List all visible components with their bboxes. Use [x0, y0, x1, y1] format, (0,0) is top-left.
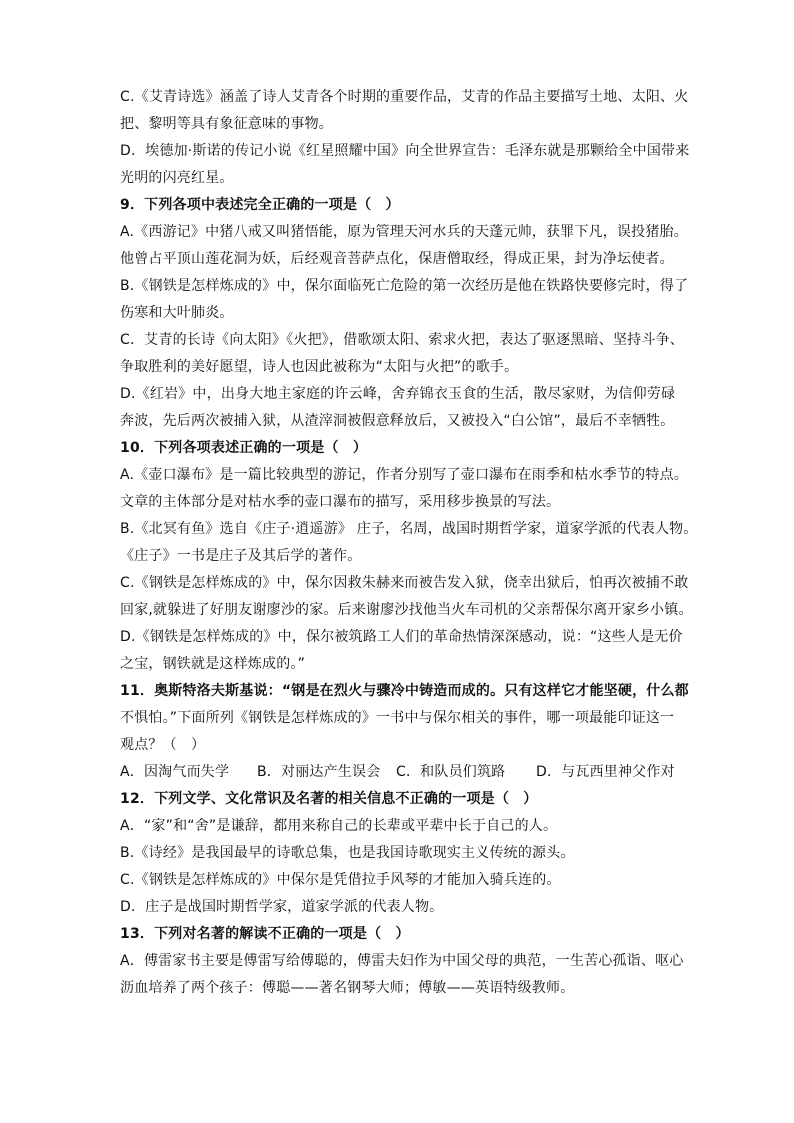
option-a: A．因淘气而失学 [120, 764, 230, 780]
text-line: 《庄子》一书是庄子及其后学的著作。 [120, 548, 362, 564]
text-line: D.《钢铁是怎样炼成的》中，保尔被筑路工人们的革命热情深深感动，说：“这些人是无价 [120, 629, 683, 645]
text-line: 不惧怕。”下面所列《钢铁是怎样炼成的》一书中与保尔相关的事件，哪一项最能印证这一 [120, 710, 675, 726]
text-line: B.《北冥有鱼》选自《庄子·逍遥游》 庄子，名周，战国时期哲学家，道家学派的代表人物。 [120, 521, 698, 537]
text-line: D．庄子是战国时期哲学家，道家学派的代表人物。 [120, 899, 444, 915]
option-b: B．对丽达产生误会 [257, 764, 381, 780]
text-line: C.《钢铁是怎样炼成的》中保尔是凭借拉手风琴的才能加入骑兵连的。 [120, 872, 561, 888]
text-line: 之宝，钢铁就是这样炼成的。” [120, 656, 306, 672]
text-line: A．“家”和“舍”是谦辞，都用来称自己的长辈或平辈中长于自己的人。 [120, 818, 558, 834]
text-line: C．艾青的长诗《向太阳》《火把》，借歌颂太阳、索求火把，表达了驱逐黑暗、坚持斗争、 [120, 332, 684, 348]
text-line: B.《诗经》是我国最早的诗歌总集，也是我国诗歌现实主义传统的源头。 [120, 845, 575, 861]
question-10-stem: 10．下列各项表述正确的一项是（ ） [120, 440, 368, 456]
question-13-stem: 13．下列对名著的解读不正确的一项是（ ） [120, 926, 410, 942]
text-line: A.《壶口瀑布》是一篇比较典型的游记，作者分别写了壶口瀑布在雨季和枯水季节的特点。 [120, 467, 688, 483]
text-line: C.《钢铁是怎样炼成的》中，保尔因救朱赫来而被告发入狱，侥幸出狱后，怕再次被捕不敢 [120, 575, 689, 591]
text-line: 伤寒和大叶肺炎。 [120, 305, 234, 321]
text-line: B.《钢铁是怎样炼成的》中，保尔面临死亡危险的第一次经历是他在铁路快要修完时，得了 [120, 278, 689, 294]
text-line: 把、黎明等具有象征意味的事物。 [120, 116, 333, 132]
text-line: A．傅雷家书主要是傅雷写给傅聪的，傅雷夫妇作为中国父母的典范，一生苦心孤诣、呕心 [120, 953, 684, 969]
text-line: 争取胜利的美好愿望，诗人也因此被称为“太阳与火把”的歌手。 [120, 359, 519, 375]
text-line: 文章的主体部分是对枯水季的壶口瀑布的描写，采用移步换景的写法。 [120, 494, 561, 510]
text-line: 观点？（ ） [120, 737, 206, 753]
document-body [120, 84, 698, 1002]
question-9-stem: 9．下列各项中表述完全正确的一项是（ ） [120, 197, 400, 213]
text-line: D.《红岩》中，出身大地主家庭的许云峰，舍弃锦衣玉食的生活，散尽家财，为信仰劳碌 [120, 386, 676, 402]
question-11-stem: 11．奥斯特洛夫斯基说：“钢是在烈火与骤冷中铸造而成的。只有这样它才能坚硬，什么都 [120, 683, 689, 699]
text-line: D．埃德加·斯诺的传记小说《红星照耀中国》向全世界宣告：毛泽东就是那颗给全中国带来 [120, 143, 690, 159]
option-c: C．和队员们筑路 [396, 764, 506, 780]
text-line: 光明的闪亮红星。 [120, 170, 234, 186]
text-line: A.《西游记》中猪八戒又叫猪悟能，原为管理天河水兵的天蓬元帅，获罪下凡，误投猪胎。 [120, 224, 688, 240]
text-line: 沥血培养了两个孩子：傅聪——著名钢琴大师；傅敏——英语特级教师。 [120, 980, 575, 996]
text-line: 回家,就躲进了好朋友谢廖沙的家。后来谢廖沙找他当火车司机的父亲帮保尔离开家乡小镇。 [120, 602, 693, 618]
question-12-stem: 12．下列文学、文化常识及名著的相关信息不正确的一项是（ ） [120, 791, 538, 807]
option-d: D．与瓦西里神父作对 [536, 764, 675, 780]
text-line: 他曾占平顶山莲花洞为妖，后经观音菩萨点化，保唐僧取经，得成正果，封为净坛使者。 [120, 251, 674, 267]
text-line: 奔波，先后两次被捕入狱，从渣滓洞被假意释放后，又被投入“白公馆”，最后不幸牺牲。 [120, 413, 675, 429]
text-line: C.《艾青诗选》涵盖了诗人艾青各个时期的重要作品，艾青的作品主要描写土地、太阳、火 [120, 89, 689, 105]
question-11-options [120, 759, 680, 786]
